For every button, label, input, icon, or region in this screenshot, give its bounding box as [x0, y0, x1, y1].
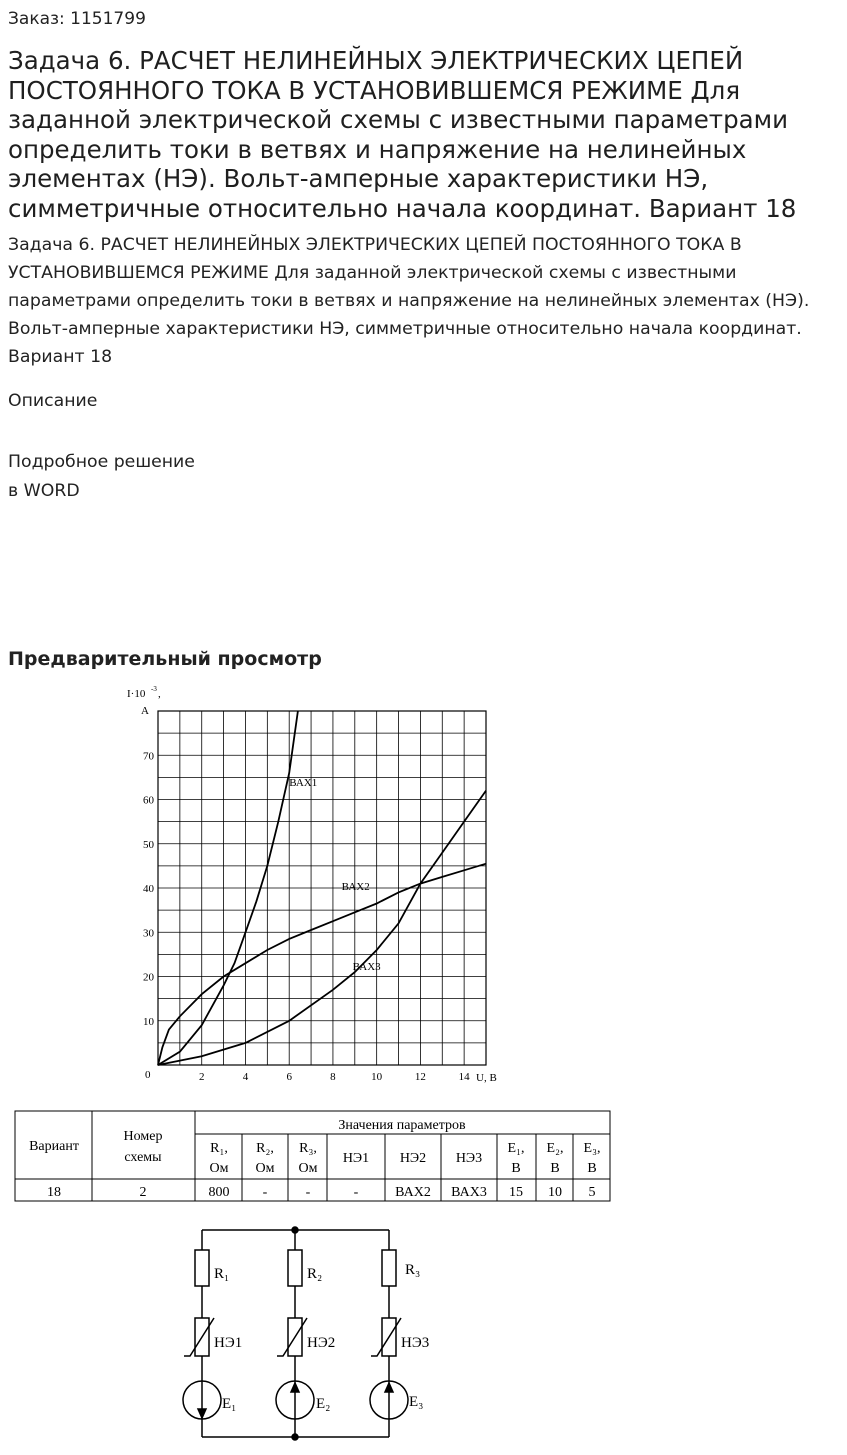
y-tick-label: 40 — [143, 883, 154, 895]
label-e2: E₂ — [316, 1396, 331, 1412]
series-label-2: ВАХ2 — [341, 881, 370, 894]
label-r3: R₃ — [405, 1262, 421, 1278]
series-line-2 — [158, 864, 486, 1065]
header-r3: R₃, — [299, 1141, 317, 1156]
x-tick-label: 4 — [242, 1071, 249, 1083]
origin-label: 0 — [145, 1069, 151, 1081]
header-r1-unit: Ом — [209, 1161, 229, 1176]
label-r2: R₂ — [307, 1266, 323, 1282]
chart-grid — [158, 711, 486, 1065]
order-number: Заказ: 1151799 — [8, 9, 146, 29]
y-axis-label-exponent: -3 — [151, 685, 157, 693]
header-r1: R₁, — [210, 1141, 228, 1156]
y-tick-label: 60 — [143, 794, 154, 807]
header-params: Значения параметров — [338, 1118, 466, 1133]
y-tick-label: 30 — [143, 927, 154, 940]
cell-scheme: 2 — [139, 1185, 147, 1200]
cell-r2: - — [262, 1185, 268, 1200]
x-axis-label: U, B — [476, 1072, 497, 1084]
cell-ne3: ВАХ3 — [451, 1185, 487, 1200]
header-scheme-2: схемы — [124, 1150, 162, 1165]
label-e1: E₁ — [222, 1396, 237, 1412]
solution-label: Подробное решение — [8, 452, 195, 472]
chart-ticks — [143, 750, 470, 1083]
x-tick-label: 8 — [330, 1071, 336, 1083]
series-line-3 — [158, 791, 486, 1065]
header-ne1: НЭ1 — [342, 1151, 370, 1166]
header-ne2: НЭ2 — [399, 1151, 427, 1166]
solution-format-label: в WORD — [8, 481, 80, 501]
chart-curve-labels — [289, 777, 381, 973]
cell-variant: 18 — [47, 1185, 61, 1200]
description-label: Описание — [8, 391, 98, 411]
y-axis-label: I·10 — [127, 688, 146, 700]
header-r2-unit: Ом — [255, 1161, 275, 1176]
circuit-schematic — [183, 1227, 408, 1440]
x-tick-label: 6 — [286, 1071, 292, 1083]
y-axis-unit: A — [141, 705, 149, 717]
series-label-3: ВАХ3 — [352, 960, 381, 973]
header-e2-unit: В — [550, 1161, 560, 1176]
x-tick-label: 10 — [371, 1071, 383, 1083]
x-tick-label: 12 — [414, 1071, 426, 1083]
y-tick-label: 70 — [143, 750, 154, 763]
y-tick-label: 20 — [143, 971, 154, 984]
task-description: Задача 6. РАСЧЕТ НЕЛИНЕЙНЫХ ЭЛЕКТРИЧЕСКИХ ЦЕПЕЙ ПОСТОЯННОГО ТОКА В УСТАНОВИВШЕМСЯ РЕЖИМЕ Для заданной электрической схемы с известными параметрами определить токи в ветвях и напряжение на нелинейных элементах (НЭ). Вольт-амперные характеристики НЭ, симметричные относительно начала координат. Вариант 18 — [8, 235, 810, 367]
series-label-1: ВАХ1 — [289, 777, 318, 790]
cell-e1: 15 — [509, 1185, 523, 1200]
x-tick-label: 14 — [458, 1071, 470, 1083]
resistor-r3 — [382, 1250, 396, 1286]
header-e1-unit: В — [511, 1161, 521, 1176]
y-axis-label-comma: , — [158, 688, 161, 700]
header-e1: E₁, — [507, 1141, 525, 1156]
cell-e2: 10 — [548, 1185, 562, 1200]
x-tick-label: 2 — [198, 1071, 205, 1083]
header-e2: E₂, — [546, 1141, 564, 1156]
label-ne3: НЭ3 — [401, 1335, 430, 1351]
header-e3-unit: В — [587, 1161, 597, 1176]
preview-heading: Предварительный просмотр — [8, 648, 322, 670]
header-r2: R₂, — [256, 1141, 274, 1156]
label-ne1: НЭ1 — [214, 1335, 243, 1351]
header-variant: Вариант — [29, 1139, 79, 1154]
header-r3-unit: Ом — [298, 1161, 318, 1176]
iv-chart — [127, 685, 497, 1084]
cell-r3: - — [305, 1185, 311, 1200]
y-tick-label: 10 — [143, 1015, 154, 1028]
cell-ne2: ВАХ2 — [395, 1185, 431, 1200]
y-tick-label: 50 — [143, 838, 154, 851]
label-ne2: НЭ2 — [307, 1335, 336, 1351]
cell-ne1: - — [353, 1185, 359, 1200]
resistor-r1 — [195, 1250, 209, 1286]
page-title: Задача 6. РАСЧЕТ НЕЛИНЕЙНЫХ ЭЛЕКТРИЧЕСКИХ ЦЕПЕЙ ПОСТОЯННОГО ТОКА В УСТАНОВИВШЕМСЯ РЕЖИМЕ Для заданной электрической схемы с известными параметрами определить токи в ветвях и напряжение на нелинейных элементах (НЭ). Вольт-амперные характеристики НЭ, симметричные относительно начала координат. Вариант 18 — [8, 46, 797, 223]
header-e3: E₃, — [583, 1141, 601, 1156]
cell-e3: 5 — [588, 1185, 596, 1200]
resistor-r2 — [288, 1250, 302, 1286]
label-e3: E₃ — [409, 1394, 424, 1410]
header-ne3: НЭ3 — [455, 1151, 483, 1166]
label-r1: R₁ — [214, 1266, 230, 1282]
header-scheme: Номер — [123, 1129, 163, 1144]
cell-r1: 800 — [208, 1185, 230, 1200]
